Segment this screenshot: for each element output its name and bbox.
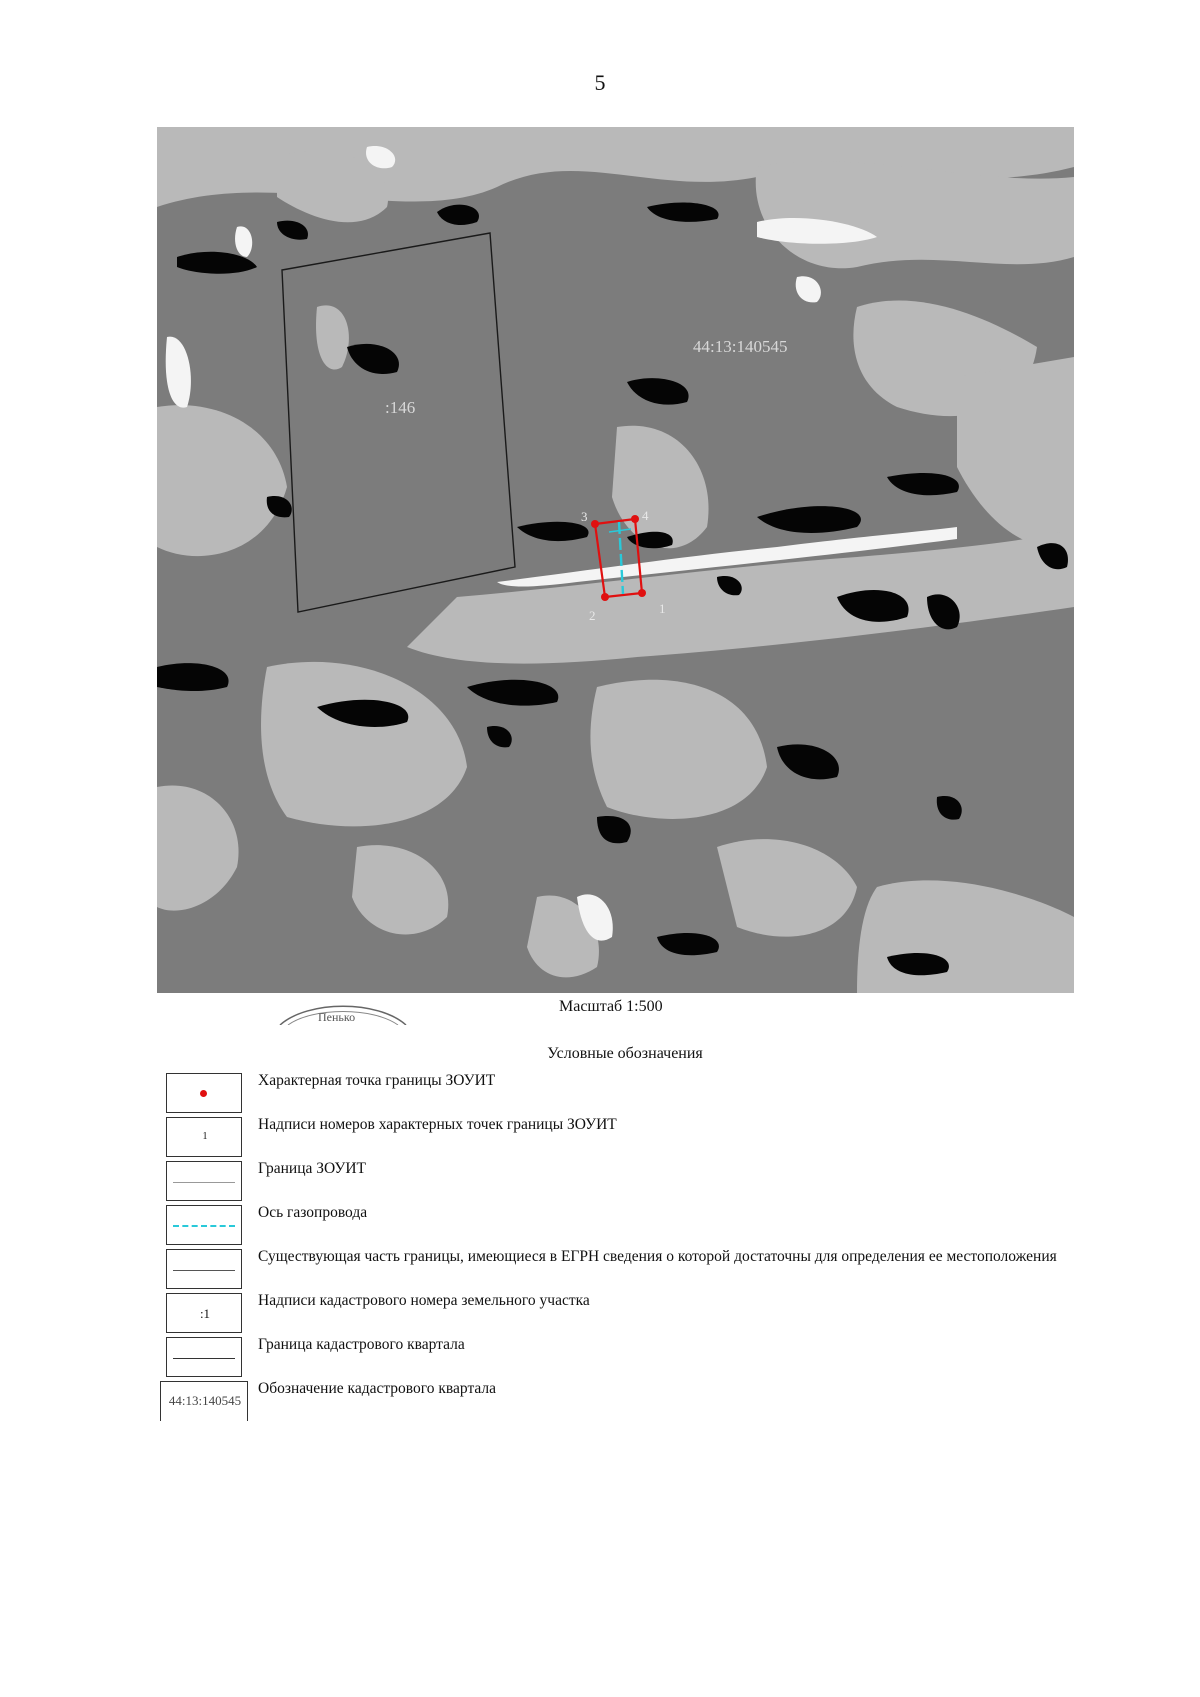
legend-symbol-box xyxy=(160,1381,248,1421)
legend-item-existing-border xyxy=(160,1247,1100,1291)
point-number-sample: 1 xyxy=(202,1131,208,1142)
page-number: 5 xyxy=(594,70,606,95)
legend-item-gas-axis xyxy=(160,1203,1100,1247)
legend-text: Характерная точка границы ЗОУИТ xyxy=(258,1072,496,1089)
quarter-border-line-icon xyxy=(173,1358,235,1359)
legend-text: Существующая часть границы, имеющиеся в ЕГРН сведения о которой достаточны для определения ее местоположения xyxy=(258,1248,1057,1265)
legend-text: Граница кадастрового квартала xyxy=(258,1336,465,1353)
legend-symbol-box xyxy=(166,1117,242,1157)
legend-item-quarter-border xyxy=(160,1335,1100,1379)
legend-text: Ось газопровода xyxy=(258,1204,368,1221)
zouit-point-label-2: 2 xyxy=(589,608,596,623)
legend-item-point xyxy=(160,1071,1100,1115)
zouit-border-line-icon xyxy=(173,1182,235,1183)
legend-symbol-box xyxy=(166,1205,242,1245)
legend-text: Обозначение кадастрового квартала xyxy=(258,1380,497,1397)
red-dot-icon xyxy=(200,1090,207,1097)
zouit-point-label-1: 1 xyxy=(659,601,666,616)
legend-text: Граница ЗОУИТ xyxy=(258,1160,366,1177)
zouit-point-label-3: 3 xyxy=(581,509,588,524)
cadastral-number-sample: :1 xyxy=(199,1306,211,1321)
zouit-point-3[interactable] xyxy=(591,520,599,528)
zouit-point-label-4: 4 xyxy=(642,508,649,523)
legend-symbol-box xyxy=(166,1161,242,1201)
legend-text: Надписи кадастрового номера земельного участка xyxy=(258,1292,590,1309)
zouit-point-2[interactable] xyxy=(601,593,609,601)
map-scale: Масштаб 1:500 xyxy=(559,998,663,1015)
existing-border-line-icon xyxy=(173,1270,235,1271)
legend-item-quarter-label xyxy=(160,1379,1100,1423)
stamp-fragment xyxy=(278,995,408,1025)
zouit-point-4[interactable] xyxy=(631,515,639,523)
legend-symbol-box xyxy=(166,1337,242,1377)
legend-text: Надписи номеров характерных точек границы ЗОУИТ xyxy=(258,1116,617,1133)
stamp-text: Пенько xyxy=(318,1010,356,1024)
legend-symbol-box xyxy=(166,1249,242,1289)
legend-title: Условные обозначения xyxy=(547,1045,703,1062)
quarter-label-sample: 44:13:140545 xyxy=(168,1393,242,1408)
map-view[interactable] xyxy=(157,127,1074,993)
gas-axis-line-icon xyxy=(173,1225,235,1227)
legend-item-zouit-border xyxy=(160,1159,1100,1203)
legend-item-point-number xyxy=(160,1115,1100,1159)
legend-symbol-box xyxy=(166,1073,242,1113)
map-canvas xyxy=(157,127,1074,993)
legend-symbol-box xyxy=(166,1293,242,1333)
legend-item-cadastral-number xyxy=(160,1291,1100,1335)
zouit-point-1[interactable] xyxy=(638,589,646,597)
parcel-label: :146 xyxy=(385,398,416,417)
quarter-label: 44:13:140545 xyxy=(693,337,788,356)
